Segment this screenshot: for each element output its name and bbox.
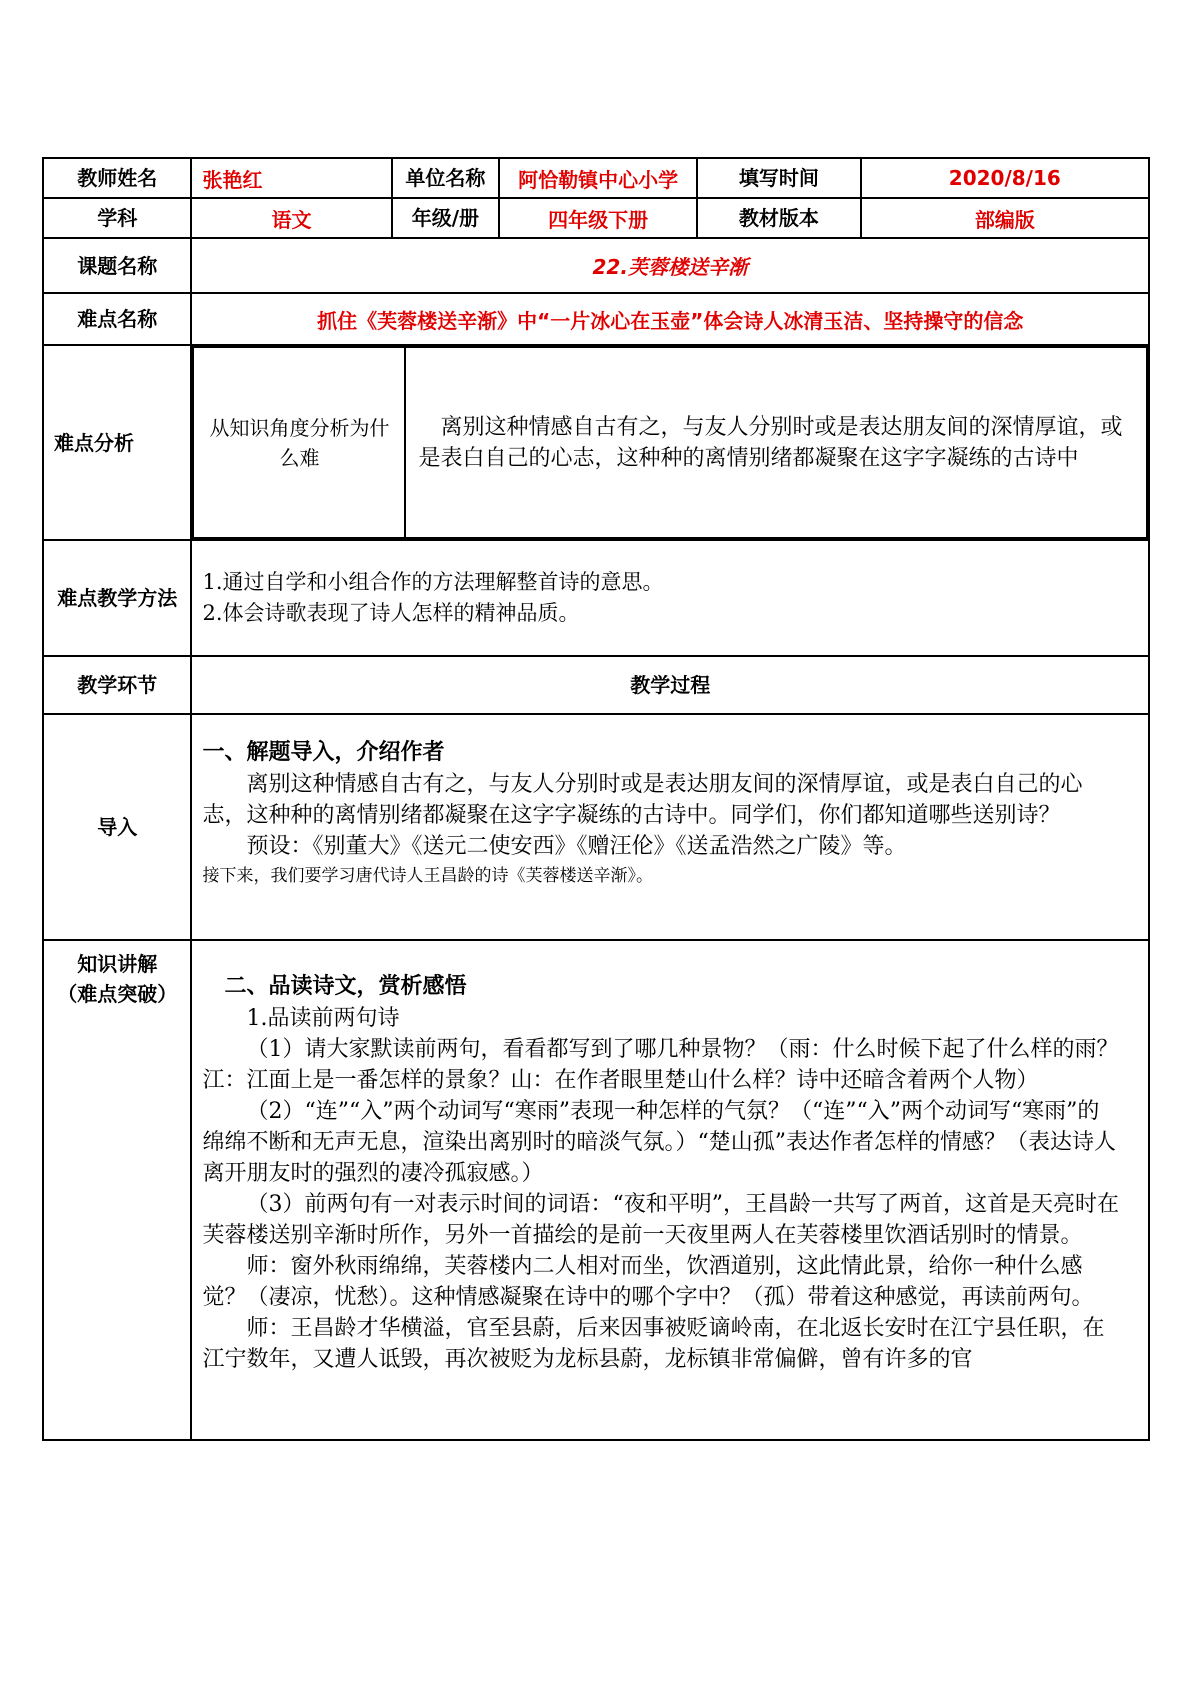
analysis-row [43,345,1149,540]
subject-label: 学科 [43,198,191,238]
difficulty-label: 难点名称 [43,293,191,345]
knowledge-subheading: 1.品读前两句诗 [246,1006,400,1031]
knowledge-question-1: （1）请大家默读前两句，看看都写到了哪几种景物？（雨：什么时候下起了什么样的雨？江：江面上是一番怎样的景象？山：在作者眼里楚山什么样？诗中还暗含着两个人物） [202,1037,1119,1093]
intro-paragraph-2: 预设：《别董大》《送元二使安西》《赠汪伦》《送孟浩然之广陵》等。 [246,834,907,859]
method-row [43,540,1149,656]
process-stage-label: 教学环节 [43,656,191,714]
date-label: 填写时间 [697,158,861,198]
date-value: 2020/8/16 [861,158,1149,198]
process-content-label: 教学过程 [191,656,1149,714]
difficulty-row [43,293,1149,345]
info-row-1 [43,158,1149,198]
subject-value: 语文 [191,198,391,238]
intro-row [43,714,1149,940]
lesson-title: 22.芙蓉楼送辛渐 [191,238,1149,293]
method-content [191,540,1149,656]
process-header-row [43,656,1149,714]
lesson-plan-document [42,157,1150,1527]
lesson-label: 课题名称 [43,238,191,293]
knowledge-teacher-2: 师：王昌龄才华横溢，官至县蔚，后来因事被贬谪岭南，在北返长安时在江宁县任职，在江宁数年，又遭人诋毁，再次被贬为龙标县蔚，龙标镇非常偏僻，曾有许多的官 [202,1316,1105,1372]
teacher-value: 张艳红 [191,158,391,198]
knowledge-content [191,940,1149,1440]
edition-label: 教材版本 [697,198,861,238]
analysis-label: 难点分析 [43,345,191,540]
info-row-2 [43,198,1149,238]
intro-label: 导入 [43,714,191,940]
difficulty-value: 抓住《芙蓉楼送辛渐》中“一片冰心在玉壶”体会诗人冰清玉洁、坚持操守的信念 [191,293,1149,345]
grade-label: 年级/册 [392,198,500,238]
analysis-text [405,347,1147,538]
grade-value: 四年级下册 [499,198,697,238]
intro-content [191,714,1149,940]
knowledge-label [43,940,191,1440]
unit-value: 阿恰勒镇中心小学 [499,158,697,198]
analysis-sub-label: 从知识角度分析为什么难 [193,347,405,538]
intro-heading: 一、解题导入，介绍作者 [202,740,445,765]
edition-value: 部编版 [861,198,1149,238]
knowledge-question-3: （3）前两句有一对表示时间的词语：“夜和平明”，王昌龄一共写了两首，这首是天亮时在芙蓉楼送别辛渐时所作，另外一首描绘的是前一天夜里两人在芙蓉楼里饮酒话别时的情景。 [202,1192,1119,1248]
lesson-plan-table [42,157,1150,1441]
method-item-1: 1.通过自学和小组合作的方法理解整首诗的意思。 [202,570,664,594]
method-item-2: 2.体会诗歌表现了诗人怎样的精神品质。 [202,601,580,625]
teacher-label: 教师姓名 [43,158,191,198]
analysis-paragraph: 离别这种情感自古有之，与友人分别时或是表达朋友间的深情厚谊，或是表白自己的心志，这种种的离情别绪都凝聚在这字字凝练的古诗中 [418,414,1123,471]
knowledge-heading: 二、品读诗文，赏析感悟 [224,974,467,999]
knowledge-teacher-1: 师：窗外秋雨绵绵，芙蓉楼内二人相对而坐，饮酒道别，这此情此景，给你一种什么感觉？（凄凉，忧愁）。这种情感凝聚在诗中的哪个字中？（孤）带着这种感觉，再读前两句。 [202,1254,1094,1310]
knowledge-label-line-1: 知识讲解 [77,952,158,976]
intro-paragraph-3: 接下来，我们要学习唐代诗人王昌龄的诗《芙蓉楼送辛渐》。 [202,866,653,886]
knowledge-question-2: （2）“连”“入”两个动词写“寒雨”表现一种怎样的气氛？（“连”“入”两个动词写“寒雨”的绵绵不断和无声无息，渲染出离别时的暗淡气氛。）“楚山孤”表达作者怎样的情感？（表达诗人离开朋友时的强烈的凄冷孤寂感。） [202,1099,1116,1186]
unit-label: 单位名称 [392,158,500,198]
knowledge-label-line-2: （难点突破） [57,982,178,1006]
method-label: 难点教学方法 [43,540,191,656]
knowledge-row [43,940,1149,1440]
intro-paragraph-1: 离别这种情感自古有之，与友人分别时或是表达朋友间的深情厚谊，或是表白自己的心志，这种种的离情别绪都凝聚在这字字凝练的古诗中。同学们，你们都知道哪些送别诗？ [202,772,1083,828]
lesson-row [43,238,1149,293]
